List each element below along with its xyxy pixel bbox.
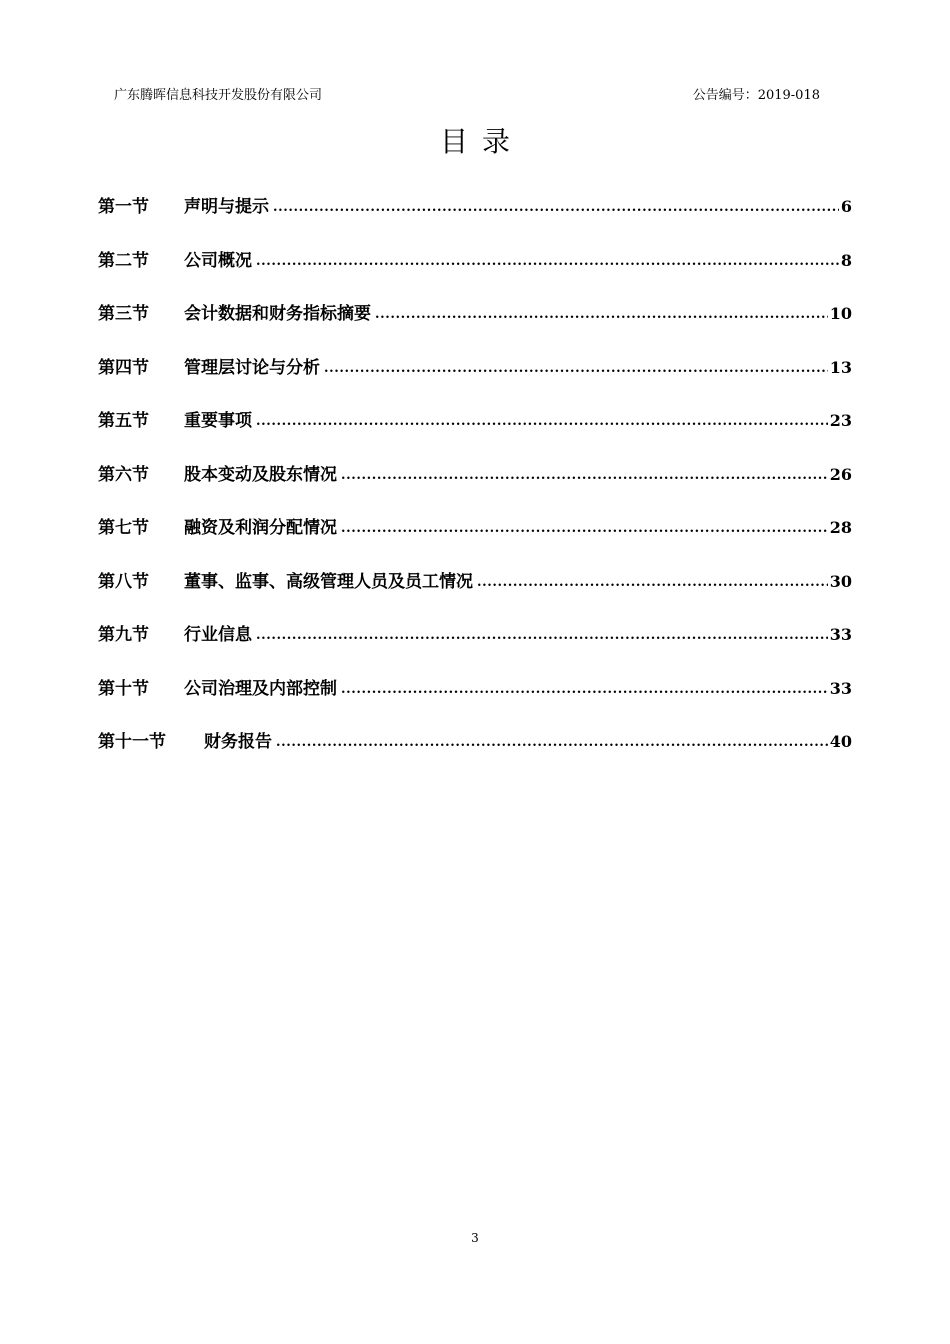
toc-name: 公司治理及内部控制 — [184, 678, 337, 699]
toc-name: 行业信息 — [184, 625, 252, 645]
toc-page: 28 — [829, 518, 852, 537]
toc-page: 10 — [829, 304, 852, 323]
notice-number: 公告编号：2019-018 — [692, 88, 820, 103]
toc-section: 第二节 — [98, 250, 149, 271]
toc-page: 6 — [840, 197, 852, 216]
toc-name: 声明与提示 — [184, 197, 269, 217]
toc-leader-dots — [256, 628, 828, 643]
toc-leader-dots — [273, 200, 839, 215]
toc-title: 目录 — [439, 125, 524, 158]
toc-entry[interactable] — [98, 353, 852, 407]
toc-entry[interactable] — [98, 727, 852, 781]
toc-entry[interactable] — [98, 246, 852, 300]
toc-name: 公司概况 — [184, 250, 252, 271]
toc-entry[interactable] — [98, 620, 852, 674]
header-divider — [100, 106, 852, 107]
table-of-contents — [98, 192, 852, 781]
toc-name: 会计数据和财务指标摘要 — [184, 304, 371, 324]
toc-leader-dots — [375, 307, 828, 322]
company-name: 广东腾晖信息科技开发股份有限公司 — [114, 88, 323, 103]
toc-section: 第四节 — [98, 357, 149, 378]
toc-name: 管理层讨论与分析 — [184, 357, 320, 378]
toc-leader-dots — [341, 682, 828, 697]
toc-section: 第五节 — [98, 411, 149, 431]
toc-section: 第九节 — [98, 625, 149, 645]
toc-leader-dots — [341, 468, 828, 483]
toc-leader-dots — [256, 414, 828, 429]
toc-section: 第一节 — [98, 197, 149, 217]
toc-entry[interactable] — [98, 567, 852, 621]
toc-page: 13 — [829, 357, 852, 377]
toc-leader-dots — [324, 361, 828, 376]
toc-entry[interactable] — [98, 513, 852, 567]
page-number: 3 — [471, 1231, 479, 1245]
toc-entry[interactable] — [98, 674, 852, 728]
page-header — [114, 84, 820, 104]
toc-leader-dots — [256, 254, 839, 269]
toc-name: 董事、监事、高级管理人员及员工情况 — [184, 571, 473, 592]
toc-section: 第六节 — [98, 464, 149, 485]
toc-leader-dots — [477, 575, 828, 590]
toc-page: 40 — [829, 732, 852, 751]
toc-section: 第十一节 — [98, 732, 166, 752]
toc-page: 30 — [829, 571, 852, 591]
toc-leader-dots — [341, 521, 828, 536]
toc-name: 股本变动及股东情况 — [184, 464, 337, 485]
toc-section: 第八节 — [98, 571, 149, 592]
toc-name: 融资及利润分配情况 — [184, 518, 337, 538]
toc-entry[interactable] — [98, 192, 852, 246]
toc-entry[interactable] — [98, 460, 852, 514]
toc-page: 33 — [829, 678, 852, 698]
toc-leader-dots — [276, 735, 828, 750]
toc-page: 33 — [829, 625, 852, 644]
toc-page: 23 — [829, 411, 852, 430]
toc-page: 26 — [829, 464, 852, 484]
toc-name: 财务报告 — [204, 732, 272, 752]
toc-entry[interactable] — [98, 406, 852, 460]
toc-name: 重要事项 — [184, 411, 252, 431]
toc-section: 第十节 — [98, 678, 149, 699]
toc-entry[interactable] — [98, 299, 852, 353]
toc-section: 第七节 — [98, 518, 149, 538]
toc-page: 8 — [840, 250, 852, 270]
toc-section: 第三节 — [98, 304, 149, 324]
